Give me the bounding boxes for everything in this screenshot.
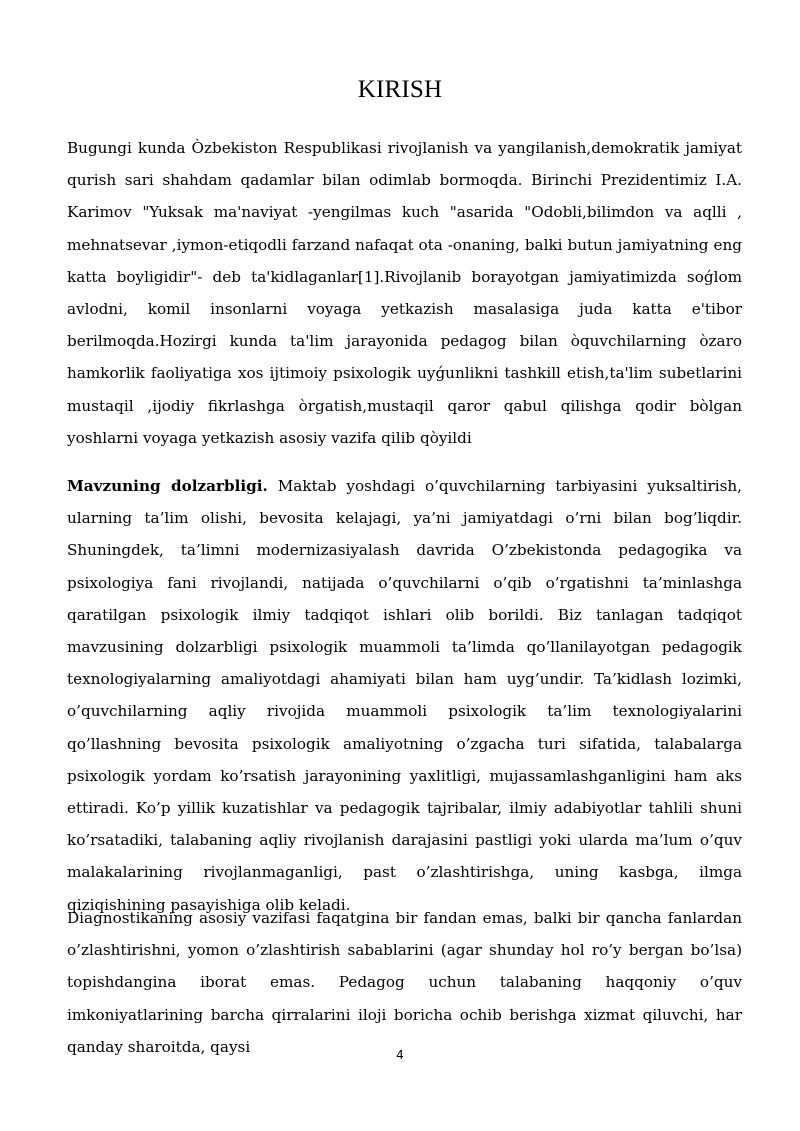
paragraph-diagnostics [67,902,742,1063]
paragraph-lead-heading: Mavzuning dolzarbligi. [67,477,268,495]
paragraph-relevance [67,470,742,921]
paragraph-text: Maktab yoshdagi o’quvchilarning tarbiyasini yuksaltirish, ularning ta’lim olishi, bevosita kelajagi, ya’ni jamiyatdagi o’rni bilan bog’liqdir. Shuningdek, ta’limni modernizasiyalash davrida O’zbekistonda pedagogika va psixologiya fani rivojlandi, natijada o’quvchilarni o’qib o’rgatishni ta’minlashga qaratilgan psixologik ilmiy tadqiqot ishlari olib borildi. Biz tanlagan tadqiqot mavzusining dolzarbligi psixologik muammoli ta’limda qo’llanilayotgan pedagogik texnologiyalarning amaliyotdagi ahamiyati bilan ham uyg’undir. Ta’kidlash lozimki, o’quvchilarning aqliy rivojida muammoli psixologik ta’lim texnologiyalarini qo’llashning bevosita psixologik amaliyotning o’zgacha turi sifatida, talabalarga psixologik yordam ko’rsatish jarayonining yaxlitligi, mujassamlashganligini ham aks ettiradi. Ko’p yillik kuzatishlar va pedagogik tajribalar, ilmiy adabiyotlar tahlili shuni ko’rsatadiki, talabaning aqliy rivojlanish darajasini pastligi yoki ularda ma’lum o’quv malakalarining rivojlanmaganligi, past o’zlashtirishga, uning kasbga, ilmga qiziqishining pasayishiga olib keladi. [67,477,742,914]
paragraph-text: Diagnostikaning asosiy vazifasi faqatgina bir fandan emas, balki bir qancha fanlardan o’zlashtirishni, yomon o’zlashtirish sabablarini (agar shunday hol ro’y bergan bo’lsa) topishdangina iborat emas. Pedagog uchun talabaning haqqoniy o’quv imkoniyatlarining barcha qirralarini iloji boricha ochib berishga xizmat qiluvchi, har qanday sharoitda, qaysi [67,909,742,1056]
document-title: KIRISH [357,76,443,103]
paragraph-text: Bugungi kunda Òzbekiston Respublikasi rivojlanish va yangilanish,demokratik jamiyat qurish sari shahdam qadamlar bilan odimlab bormoqda. Birinchi Prezidentimiz I.A. Karimov "Yuksak ma'naviyat -yengilmas kuch "asarida "Odobli,bilimdon va aqlli , mehnatsevar ,iymon-etiqodli farzand nafaqat ota -onaning, balki butun jamiyatning eng katta boyligidir"- deb ta'kidlaganlar[1].Rivojlanib borayotgan jamiyatimizda soǵlom avlodni, komil insonlarni voyaga yetkazish masalasiga juda katta e'tibor berilmoqda.Hozirgi kunda ta'lim jarayonida pedagog bilan òquvchilarning òzaro hamkorlik faoliyatiga xos ijtimoiy psixologik uyǵunlikni tashkill etish,ta'lim subetlarini mustaqil ,ijodiy fikrlashga òrgatish,mustaqil qaror qabul qilishga qodir bòlgan yoshlarni voyaga yetkazish asosiy vazifa qilib qòyildi [67,139,742,447]
paragraph-introduction [67,132,742,454]
page-number: 4 [396,1048,404,1062]
